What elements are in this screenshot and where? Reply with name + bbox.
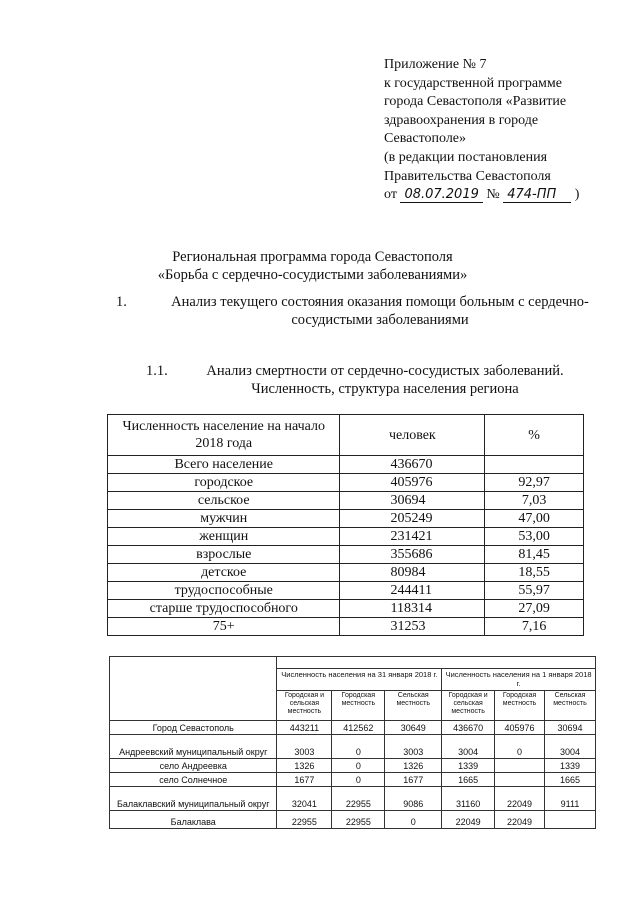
section11-number: 1.1. [146,363,168,379]
row-people: 231421 [340,528,485,546]
corner-cell [110,657,277,721]
table-row [110,773,596,787]
row-value: 9111 [545,787,596,811]
table-row [110,721,596,735]
subheader: Городская местность [332,691,385,721]
row-people: 30694 [340,492,485,510]
row-value: 32041 [277,787,332,811]
row-label: старше трудоспособного [108,600,340,618]
table-row [110,787,596,811]
appendix-line: города Севастополя «Развитие [384,94,567,110]
row-people: 405976 [340,474,485,492]
population-table [107,414,584,636]
row-value: 1339 [545,759,596,773]
date-prefix: от [384,187,397,203]
row-label: детское [108,564,340,582]
program-title-line2: «Борьба с сердечно-сосудистыми заболеваниями» [157,267,468,283]
appendix-line: здравоохранения в городе [384,112,539,128]
table-row [108,600,584,618]
row-value: 1665 [442,773,495,787]
row-value: 3003 [385,735,442,759]
table-row [108,510,584,528]
appendix-line: Правительства Севастополя [384,168,551,184]
row-value: 1665 [545,773,596,787]
appendix-line: Приложение № 7 [384,57,487,72]
table-row [108,456,584,474]
row-people: 355686 [340,546,485,564]
section11-line2: Численность, структура населения региона [251,381,519,397]
row-name: Город Севастополь [110,721,277,735]
row-value [495,759,545,773]
subheader: Городская местность [495,691,545,721]
table-row [108,474,584,492]
row-name: село Андреевка [110,759,277,773]
row-value: 22955 [277,811,332,829]
row-value: 405976 [495,721,545,735]
table-row [108,582,584,600]
header-people: человек [340,415,485,456]
appendix-line: (в редакции постановления [384,149,548,165]
row-value [495,773,545,787]
row-value: 30649 [385,721,442,735]
row-percent [485,456,584,474]
row-value: 22049 [442,811,495,829]
appendix-line: к государственной программе [384,75,562,91]
section1-line1: Анализ текущего состояния оказания помощи больным с сердечно- [171,294,589,310]
row-value: 1677 [385,773,442,787]
group-header-2: Численность населения на 1 января 2018 г. [442,669,596,691]
row-people: 118314 [340,600,485,618]
row-value: 0 [332,759,385,773]
row-name: Балаклава [110,811,277,829]
row-value: 3004 [442,735,495,759]
table-row [110,811,596,829]
row-value: 1339 [442,759,495,773]
row-label: Всего население [108,456,340,474]
section11-heading [185,362,585,398]
row-people: 436670 [340,456,485,474]
section1-line2: сосудистыми заболеваниями [291,312,469,328]
row-value: 22049 [495,787,545,811]
table-row [108,492,584,510]
row-value: 0 [332,735,385,759]
row-value: 0 [495,735,545,759]
row-label: трудоспособные [108,582,340,600]
row-value: 0 [385,811,442,829]
top-empty-cell [277,657,596,669]
row-value: 3003 [277,735,332,759]
row-value [545,811,596,829]
program-title [0,248,625,284]
row-percent: 47,00 [485,510,584,528]
row-percent: 53,00 [485,528,584,546]
row-people: 205249 [340,510,485,528]
row-label: 75+ [108,618,340,636]
row-value: 22049 [495,811,545,829]
table-row [108,546,584,564]
row-percent: 92,97 [485,474,584,492]
program-title-line1: Региональная программа города Севастополя [172,249,453,265]
row-value: 436670 [442,721,495,735]
header-label: Численность население на начало 2018 года [108,415,340,456]
appendix-line: Севастополе» [384,131,467,147]
handwritten-date: 08.07.2019 [400,187,482,203]
row-percent: 7,16 [485,618,584,636]
row-people: 80984 [340,564,485,582]
table-row [110,735,596,759]
table-row [108,618,584,636]
row-label: сельское [108,492,340,510]
section11-line1: Анализ смертности от сердечно-сосудистых заболеваний. [206,363,564,379]
row-people: 31253 [340,618,485,636]
subheader: Сельская местность [385,691,442,721]
row-label: городское [108,474,340,492]
table-top-row [110,657,596,669]
row-value: 0 [332,773,385,787]
section1-heading [150,293,610,329]
handwritten-number: 474-ПП [503,187,571,203]
row-value: 1326 [277,759,332,773]
table-row [110,759,596,773]
table-header-row [108,415,584,456]
table-row [108,528,584,546]
row-percent: 18,55 [485,564,584,582]
row-value: 22955 [332,811,385,829]
row-label: мужчин [108,510,340,528]
row-value: 1326 [385,759,442,773]
row-value: 1677 [277,773,332,787]
row-name: село Солнечное [110,773,277,787]
group-header-1: Численность населения на 31 января 2018 г. [277,669,442,691]
municipal-table [109,656,596,829]
number-sign: № [486,187,500,203]
subheader: Городская и сельская местность [277,691,332,721]
row-percent: 7,03 [485,492,584,510]
row-percent: 81,45 [485,546,584,564]
appendix-block [384,56,619,205]
subheader: Сельская местность [545,691,596,721]
appendix-date-line [384,186,619,205]
table-row [108,564,584,582]
row-value: 443211 [277,721,332,735]
row-percent: 55,97 [485,582,584,600]
row-name: Балаклавский муниципальный округ [110,787,277,811]
row-name: Андреевский муниципальный округ [110,735,277,759]
row-value: 22955 [332,787,385,811]
row-people: 244411 [340,582,485,600]
header-percent: % [485,415,584,456]
row-percent: 27,09 [485,600,584,618]
row-value: 412562 [332,721,385,735]
row-value: 31160 [442,787,495,811]
row-value: 3004 [545,735,596,759]
row-value: 30694 [545,721,596,735]
row-value: 9086 [385,787,442,811]
closing-paren: ) [574,187,580,203]
subheader: Городская и сельская местность [442,691,495,721]
row-label: женщин [108,528,340,546]
row-label: взрослые [108,546,340,564]
section1-number: 1. [116,294,127,310]
